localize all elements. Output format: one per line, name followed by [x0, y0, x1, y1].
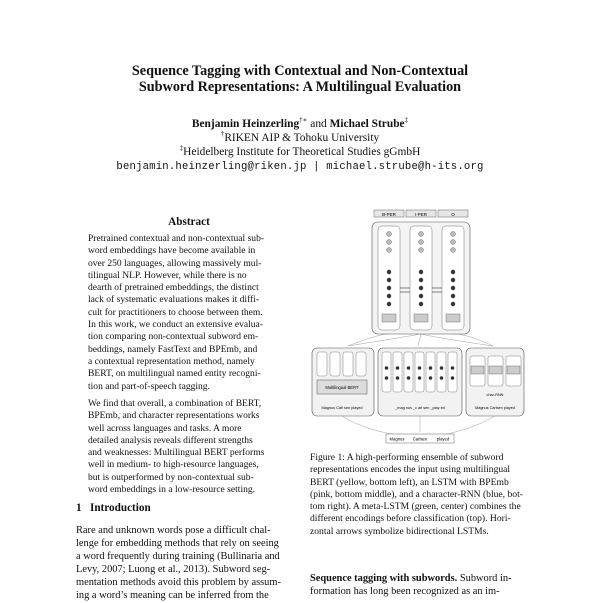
caption-line: (pink, bottom middle), and a character-RNN (blue, bot- — [310, 488, 523, 500]
bpe-tokens: _mag nus _c arl sen _play ed — [395, 406, 445, 410]
intro-line: ing a word’s meaning can be inferred from the — [76, 590, 269, 602]
bert-label: Multilingual BERT — [325, 385, 359, 390]
right-line-1-rest: Subword in- — [459, 573, 512, 584]
abstract-line: BPEmb, and character representations works — [88, 410, 260, 422]
input-word-1: Magnus — [389, 436, 405, 442]
section-title: Introduction — [89, 502, 151, 514]
abstract-line: a contextual representation method, namely — [88, 355, 255, 367]
abstract-line: We find that overall, a combination of BERT, — [88, 398, 262, 409]
output-labels — [374, 210, 468, 217]
author-1: Benjamin Heinzerling — [191, 118, 300, 130]
abstract-line: detailed analysis reveals different strengths — [88, 434, 253, 446]
section-heading — [76, 502, 151, 514]
abstract-line: beddings, namely FastText and BPEmb, and — [88, 343, 258, 355]
paper-title-line1: Sequence Tagging with Contextual and Non-Contextual — [131, 63, 469, 79]
abstract-line: lack of systematic evaluations makes it diffi- — [88, 294, 260, 306]
right-column-paragraph — [310, 572, 524, 598]
caption-line: Figure 1: A high-performing ensemble of subword — [310, 452, 504, 463]
caption-line: different encodings before classification (top). Hori- — [310, 513, 511, 525]
intro-line: mentation methods avoid this problem by assum- — [76, 577, 281, 589]
intro-line: a word frequently during training (Bullinaria and — [76, 551, 280, 563]
abstract-line: word embeddings in a low-resource setting. — [88, 484, 256, 496]
intro-paragraph — [76, 524, 294, 603]
section-number: 1 — [76, 502, 82, 514]
char-rnn-label: char-RNN — [486, 393, 504, 397]
bert-encoder — [312, 348, 374, 416]
email-line: benjamin.heinzerling@riken.jp | michael.strube@h-its.org — [116, 161, 484, 173]
abstract-line: BERT, on multilingual named entity recogni- — [88, 368, 261, 380]
char-tokens: Magnus Carlsen played — [475, 406, 515, 410]
author-2: Michael Strube — [329, 118, 405, 130]
abstract-line: and weaknesses: Multilingual BERT performs — [88, 447, 265, 459]
abstract-paragraph-2 — [88, 398, 290, 496]
author-and: and — [310, 118, 327, 130]
input-word-2: Carlsen — [412, 436, 428, 442]
figure-1-diagram — [308, 206, 528, 450]
bert-tokens: Magnus Carl sen played — [321, 406, 363, 410]
abstract-line: dearth of pretrained embeddings, the distinct — [88, 282, 259, 294]
meta-lstm — [372, 222, 470, 334]
output-label-3: O — [451, 212, 455, 217]
abstract-line: but is outperformed by non-contextual sub- — [88, 471, 254, 483]
affiliation-1-mark: † — [220, 130, 225, 139]
run-in-heading: Sequence tagging with subwords. — [310, 573, 458, 584]
intro-line: Rare and unknown words pose a difficult chal- — [76, 525, 271, 536]
right-line-1 — [310, 572, 524, 585]
figure-1-caption — [310, 452, 524, 538]
intro-line: lenge for embedding methods that rely on seeing — [76, 538, 279, 550]
bpemb-lstm — [378, 348, 462, 416]
abstract-line: over 250 languages, allowing massively mul- — [88, 257, 262, 269]
caption-line: representations encodes the input using multilingual — [310, 464, 511, 476]
right-line-2: formation has long been recognized as an im- — [310, 586, 500, 598]
author-1-marks: †∗ — [299, 116, 308, 125]
caption-line: BERT (yellow, bottom left), an LSTM with BPEmb — [310, 476, 509, 488]
abstract-line: cult for practitioners to choose between them. — [88, 306, 263, 318]
abstract-line: tion and part-of-speech tagging. — [88, 380, 210, 392]
char-rnn — [466, 348, 524, 416]
author-2-marks: ‡ — [404, 116, 409, 125]
affiliation-1 — [0, 131, 600, 145]
abstract-line: well across languages and tasks. A more — [88, 422, 242, 434]
abstract-line: tion comparing non-contextual subword em- — [88, 331, 259, 343]
abstract-line: tilingual NLP. However, while there is no — [88, 269, 247, 281]
abstract-line: Pretrained contextual and non-contextual sub- — [88, 233, 265, 244]
abstract-heading: Abstract — [168, 216, 210, 228]
abstract-paragraph-1 — [88, 233, 290, 393]
output-label-1: B-PER — [382, 212, 396, 217]
affiliation-2 — [0, 145, 600, 159]
author-line — [0, 117, 600, 131]
affiliation-1-text: RIKEN AIP & Tohoku University — [224, 132, 380, 144]
intro-line: Levy, 2007; Luong et al., 2013). Subword seg- — [76, 564, 271, 576]
abstract-line: word embeddings have become available in — [88, 245, 256, 257]
output-label-2: I-PER — [414, 212, 428, 217]
caption-line: zontal arrows symbolize bidirectional LSTMs. — [310, 525, 489, 537]
affiliation-2-text: Heidelberg Institute for Theoretical Studies gGmbH — [183, 146, 421, 158]
abstract-line: well in medium- to high-resource languages, — [88, 459, 259, 471]
abstract-line: In this work, we conduct an extensive evalua- — [88, 319, 263, 331]
affiliation-2-mark: ‡ — [179, 144, 184, 153]
input-words — [386, 434, 454, 443]
input-word-3: played — [436, 436, 450, 442]
paper-title-line2: Subword Representations: A Multilingual Evaluation — [138, 79, 462, 95]
caption-line: tom right). A meta-LSTM (green, center) combines the — [310, 501, 521, 513]
